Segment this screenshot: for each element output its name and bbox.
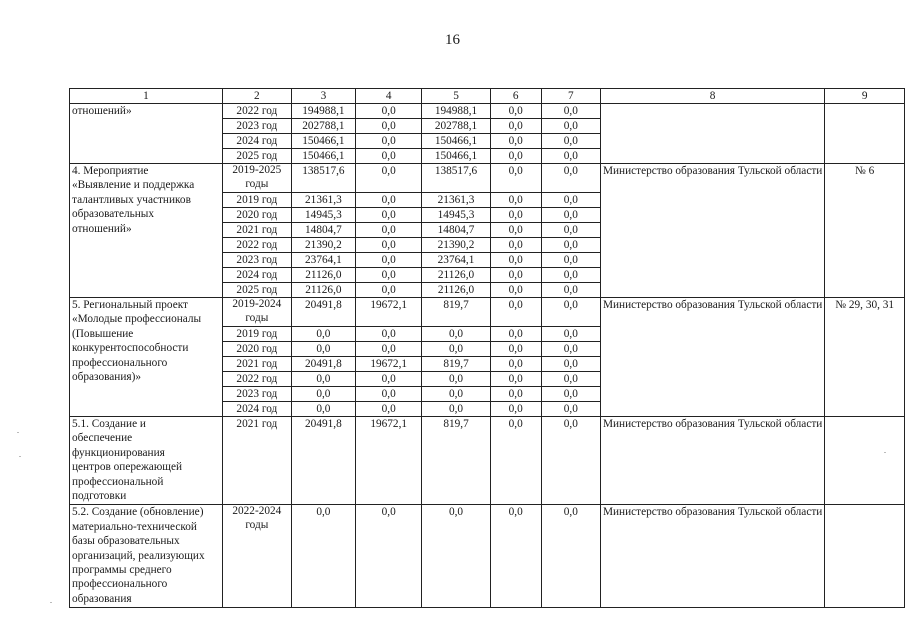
value-cell: 0,0 [355, 268, 421, 283]
value-cell: 0,0 [355, 193, 421, 208]
year-cell: 2021 год [222, 223, 291, 238]
period-cell [222, 505, 291, 608]
value-cell: 150466,1 [422, 149, 490, 164]
value-cell: 0,0 [490, 238, 541, 253]
period-line: 2022-2024 [232, 505, 282, 518]
value-cell: 23764,1 [422, 253, 490, 268]
value-cell: 202788,1 [291, 119, 355, 134]
value-cell: 0,0 [490, 104, 541, 119]
value-cell: 0,0 [355, 283, 421, 298]
year-cell: 2022 год [222, 372, 291, 387]
value-cell: 0,0 [355, 372, 421, 387]
table-row [70, 417, 905, 505]
value-cell: 14804,7 [291, 223, 355, 238]
item-name-line: образовательных [72, 208, 155, 221]
value-cell: 14945,3 [291, 208, 355, 223]
value-cell: 19672,1 [355, 417, 421, 505]
year-cell: 2022 год [222, 238, 291, 253]
value-cell: 0,0 [355, 104, 421, 119]
table-row [70, 104, 905, 119]
year-cell: 2023 год [222, 119, 291, 134]
item-name-line: функционирования [72, 446, 165, 459]
value-cell: 21126,0 [291, 283, 355, 298]
indicator-ref: № 6 [825, 164, 905, 298]
year-cell: 2025 год [222, 283, 291, 298]
value-cell: 819,7 [422, 417, 490, 505]
value-cell: 0,0 [355, 164, 421, 193]
item-name-line: 5.2. Создание (обновление) [72, 506, 204, 519]
responsible-executor: Министерство образования Тульской области [600, 505, 824, 608]
item-name-line: базы образовательных [72, 535, 180, 548]
value-cell: 0,0 [490, 283, 541, 298]
column-header: 9 [825, 89, 905, 104]
value-cell: 0,0 [355, 119, 421, 134]
item-name [70, 104, 223, 164]
value-cell: 0,0 [541, 402, 600, 417]
table-row [70, 164, 905, 193]
value-cell: 0,0 [541, 134, 600, 149]
value-cell: 23764,1 [291, 253, 355, 268]
item-name-line: обеспечение [72, 432, 133, 445]
value-cell: 138517,6 [291, 164, 355, 193]
scan-speck [50, 602, 52, 603]
value-cell: 0,0 [490, 149, 541, 164]
year-cell: 2024 год [222, 402, 291, 417]
year-cell: 2019 год [222, 327, 291, 342]
value-cell: 0,0 [541, 238, 600, 253]
value-cell: 0,0 [490, 342, 541, 357]
period-cell [222, 164, 291, 193]
value-cell: 14804,7 [422, 223, 490, 238]
table-row [70, 505, 905, 608]
item-name-line: отношений» [72, 222, 132, 235]
indicator-ref: № 29, 30, 31 [825, 298, 905, 417]
item-name-line: профессиональной [72, 475, 164, 488]
value-cell: 0,0 [422, 402, 490, 417]
value-cell: 194988,1 [422, 104, 490, 119]
item-name-line: (Повышение [72, 327, 134, 340]
item-name [70, 164, 223, 298]
value-cell: 150466,1 [291, 134, 355, 149]
scan-speck [884, 452, 886, 453]
value-cell: 0,0 [291, 387, 355, 402]
value-cell: 150466,1 [422, 134, 490, 149]
value-cell: 21361,3 [291, 193, 355, 208]
year-cell: 2020 год [222, 208, 291, 223]
period-line: годы [245, 518, 269, 531]
value-cell: 0,0 [422, 327, 490, 342]
indicator-ref [825, 104, 905, 164]
year-cell: 2023 год [222, 253, 291, 268]
value-cell: 0,0 [541, 208, 600, 223]
value-cell: 20491,8 [291, 298, 355, 327]
indicator-ref [825, 417, 905, 505]
value-cell: 0,0 [490, 298, 541, 327]
value-cell: 0,0 [490, 193, 541, 208]
period-line: годы [245, 177, 269, 190]
value-cell: 0,0 [490, 268, 541, 283]
item-name-line: 4. Мероприятие [72, 165, 149, 177]
value-cell: 0,0 [291, 327, 355, 342]
value-cell: 0,0 [422, 342, 490, 357]
column-header: 2 [222, 89, 291, 104]
year-cell: 2023 год [222, 387, 291, 402]
value-cell: 819,7 [422, 357, 490, 372]
item-name-line: 5. Региональный проект [72, 299, 188, 311]
item-name-line: образования [72, 592, 132, 605]
column-header: 7 [541, 89, 600, 104]
responsible-executor [600, 104, 824, 164]
value-cell: 21126,0 [422, 268, 490, 283]
value-cell: 0,0 [355, 253, 421, 268]
column-header: 8 [600, 89, 824, 104]
value-cell: 0,0 [422, 505, 490, 608]
responsible-executor: Министерство образования Тульской области [600, 298, 824, 417]
year-cell: 2020 год [222, 342, 291, 357]
value-cell: 20491,8 [291, 417, 355, 505]
item-name-line: 5.1. Создание и [72, 418, 146, 430]
item-name-line: профессионального [72, 578, 168, 591]
year-cell: 2019 год [222, 193, 291, 208]
value-cell: 0,0 [291, 372, 355, 387]
value-cell: 0,0 [422, 372, 490, 387]
value-cell: 0,0 [541, 372, 600, 387]
value-cell: 0,0 [291, 342, 355, 357]
period-line: 2019-2025 [232, 164, 282, 176]
value-cell: 0,0 [355, 402, 421, 417]
value-cell: 0,0 [541, 327, 600, 342]
value-cell: 150466,1 [291, 149, 355, 164]
value-cell: 19672,1 [355, 357, 421, 372]
column-header: 1 [70, 89, 223, 104]
value-cell: 0,0 [490, 372, 541, 387]
value-cell: 0,0 [291, 505, 355, 608]
value-cell: 19672,1 [355, 298, 421, 327]
item-name-line: конкурентоспособности [72, 342, 189, 355]
value-cell: 0,0 [541, 193, 600, 208]
value-cell: 0,0 [541, 223, 600, 238]
value-cell: 0,0 [541, 283, 600, 298]
item-name-line: подготовки [72, 490, 127, 503]
page-number: 16 [445, 32, 460, 48]
value-cell: 0,0 [355, 134, 421, 149]
column-header: 5 [422, 89, 490, 104]
year-cell: 2022 год [222, 104, 291, 119]
value-cell: 0,0 [355, 149, 421, 164]
responsible-executor: Министерство образования Тульской области [600, 417, 824, 505]
value-cell: 0,0 [541, 164, 600, 193]
value-cell: 0,0 [541, 268, 600, 283]
scan-speck [19, 456, 21, 457]
indicator-ref [825, 505, 905, 608]
value-cell: 0,0 [490, 327, 541, 342]
item-name-line: материально-технической [72, 520, 197, 533]
year-cell: 2021 год [222, 357, 291, 372]
item-name [70, 298, 223, 417]
year-cell: 2024 год [222, 268, 291, 283]
scan-speck [17, 432, 19, 433]
value-cell: 0,0 [490, 208, 541, 223]
header-row [70, 89, 905, 104]
value-cell: 0,0 [355, 208, 421, 223]
value-cell: 0,0 [541, 119, 600, 134]
value-cell: 138517,6 [422, 164, 490, 193]
item-name-line: «Молодые профессионалы [72, 313, 202, 326]
value-cell: 0,0 [355, 223, 421, 238]
value-cell: 0,0 [490, 134, 541, 149]
item-name-line: отношений» [72, 105, 132, 117]
value-cell: 0,0 [490, 505, 541, 608]
value-cell: 0,0 [490, 417, 541, 505]
value-cell: 819,7 [422, 298, 490, 327]
period-cell: 2021 год [222, 417, 291, 505]
value-cell: 0,0 [355, 327, 421, 342]
value-cell: 0,0 [490, 402, 541, 417]
value-cell: 21390,2 [422, 238, 490, 253]
budget-table [69, 88, 905, 608]
value-cell: 202788,1 [422, 119, 490, 134]
item-name [70, 505, 223, 608]
value-cell: 0,0 [541, 104, 600, 119]
value-cell: 0,0 [541, 298, 600, 327]
value-cell: 0,0 [355, 387, 421, 402]
period-cell [222, 298, 291, 327]
item-name-line: талантливых участников [72, 193, 191, 206]
value-cell: 0,0 [490, 119, 541, 134]
table-row [70, 298, 905, 327]
value-cell: 0,0 [541, 387, 600, 402]
value-cell: 0,0 [490, 253, 541, 268]
value-cell: 0,0 [490, 357, 541, 372]
value-cell: 21390,2 [291, 238, 355, 253]
period-line: 2019-2024 [232, 298, 282, 310]
item-name-line: «Выявление и поддержка [72, 179, 195, 192]
value-cell: 0,0 [490, 223, 541, 238]
value-cell: 14945,3 [422, 208, 490, 223]
column-header: 4 [355, 89, 421, 104]
value-cell: 21126,0 [291, 268, 355, 283]
value-cell: 0,0 [541, 253, 600, 268]
item-name-line: программы среднего [72, 564, 172, 577]
value-cell: 194988,1 [291, 104, 355, 119]
item-name-line: профессионального [72, 356, 168, 369]
value-cell: 21361,3 [422, 193, 490, 208]
item-name [70, 417, 223, 505]
item-name-line: организаций, реализующих [72, 549, 205, 562]
value-cell: 0,0 [490, 164, 541, 193]
value-cell: 0,0 [541, 505, 600, 608]
column-header: 6 [490, 89, 541, 104]
value-cell: 20491,8 [291, 357, 355, 372]
year-cell: 2025 год [222, 149, 291, 164]
period-line: годы [245, 311, 269, 324]
value-cell: 0,0 [541, 149, 600, 164]
value-cell: 0,0 [541, 342, 600, 357]
value-cell: 0,0 [541, 417, 600, 505]
column-header: 3 [291, 89, 355, 104]
responsible-executor: Министерство образования Тульской области [600, 164, 824, 298]
value-cell: 21126,0 [422, 283, 490, 298]
value-cell: 0,0 [355, 505, 421, 608]
year-cell: 2024 год [222, 134, 291, 149]
item-name-line: образования)» [72, 371, 142, 384]
value-cell: 0,0 [355, 342, 421, 357]
value-cell: 0,0 [355, 238, 421, 253]
value-cell: 0,0 [541, 357, 600, 372]
value-cell: 0,0 [422, 387, 490, 402]
value-cell: 0,0 [490, 387, 541, 402]
item-name-line: центров опережающей [72, 461, 183, 474]
value-cell: 0,0 [291, 402, 355, 417]
